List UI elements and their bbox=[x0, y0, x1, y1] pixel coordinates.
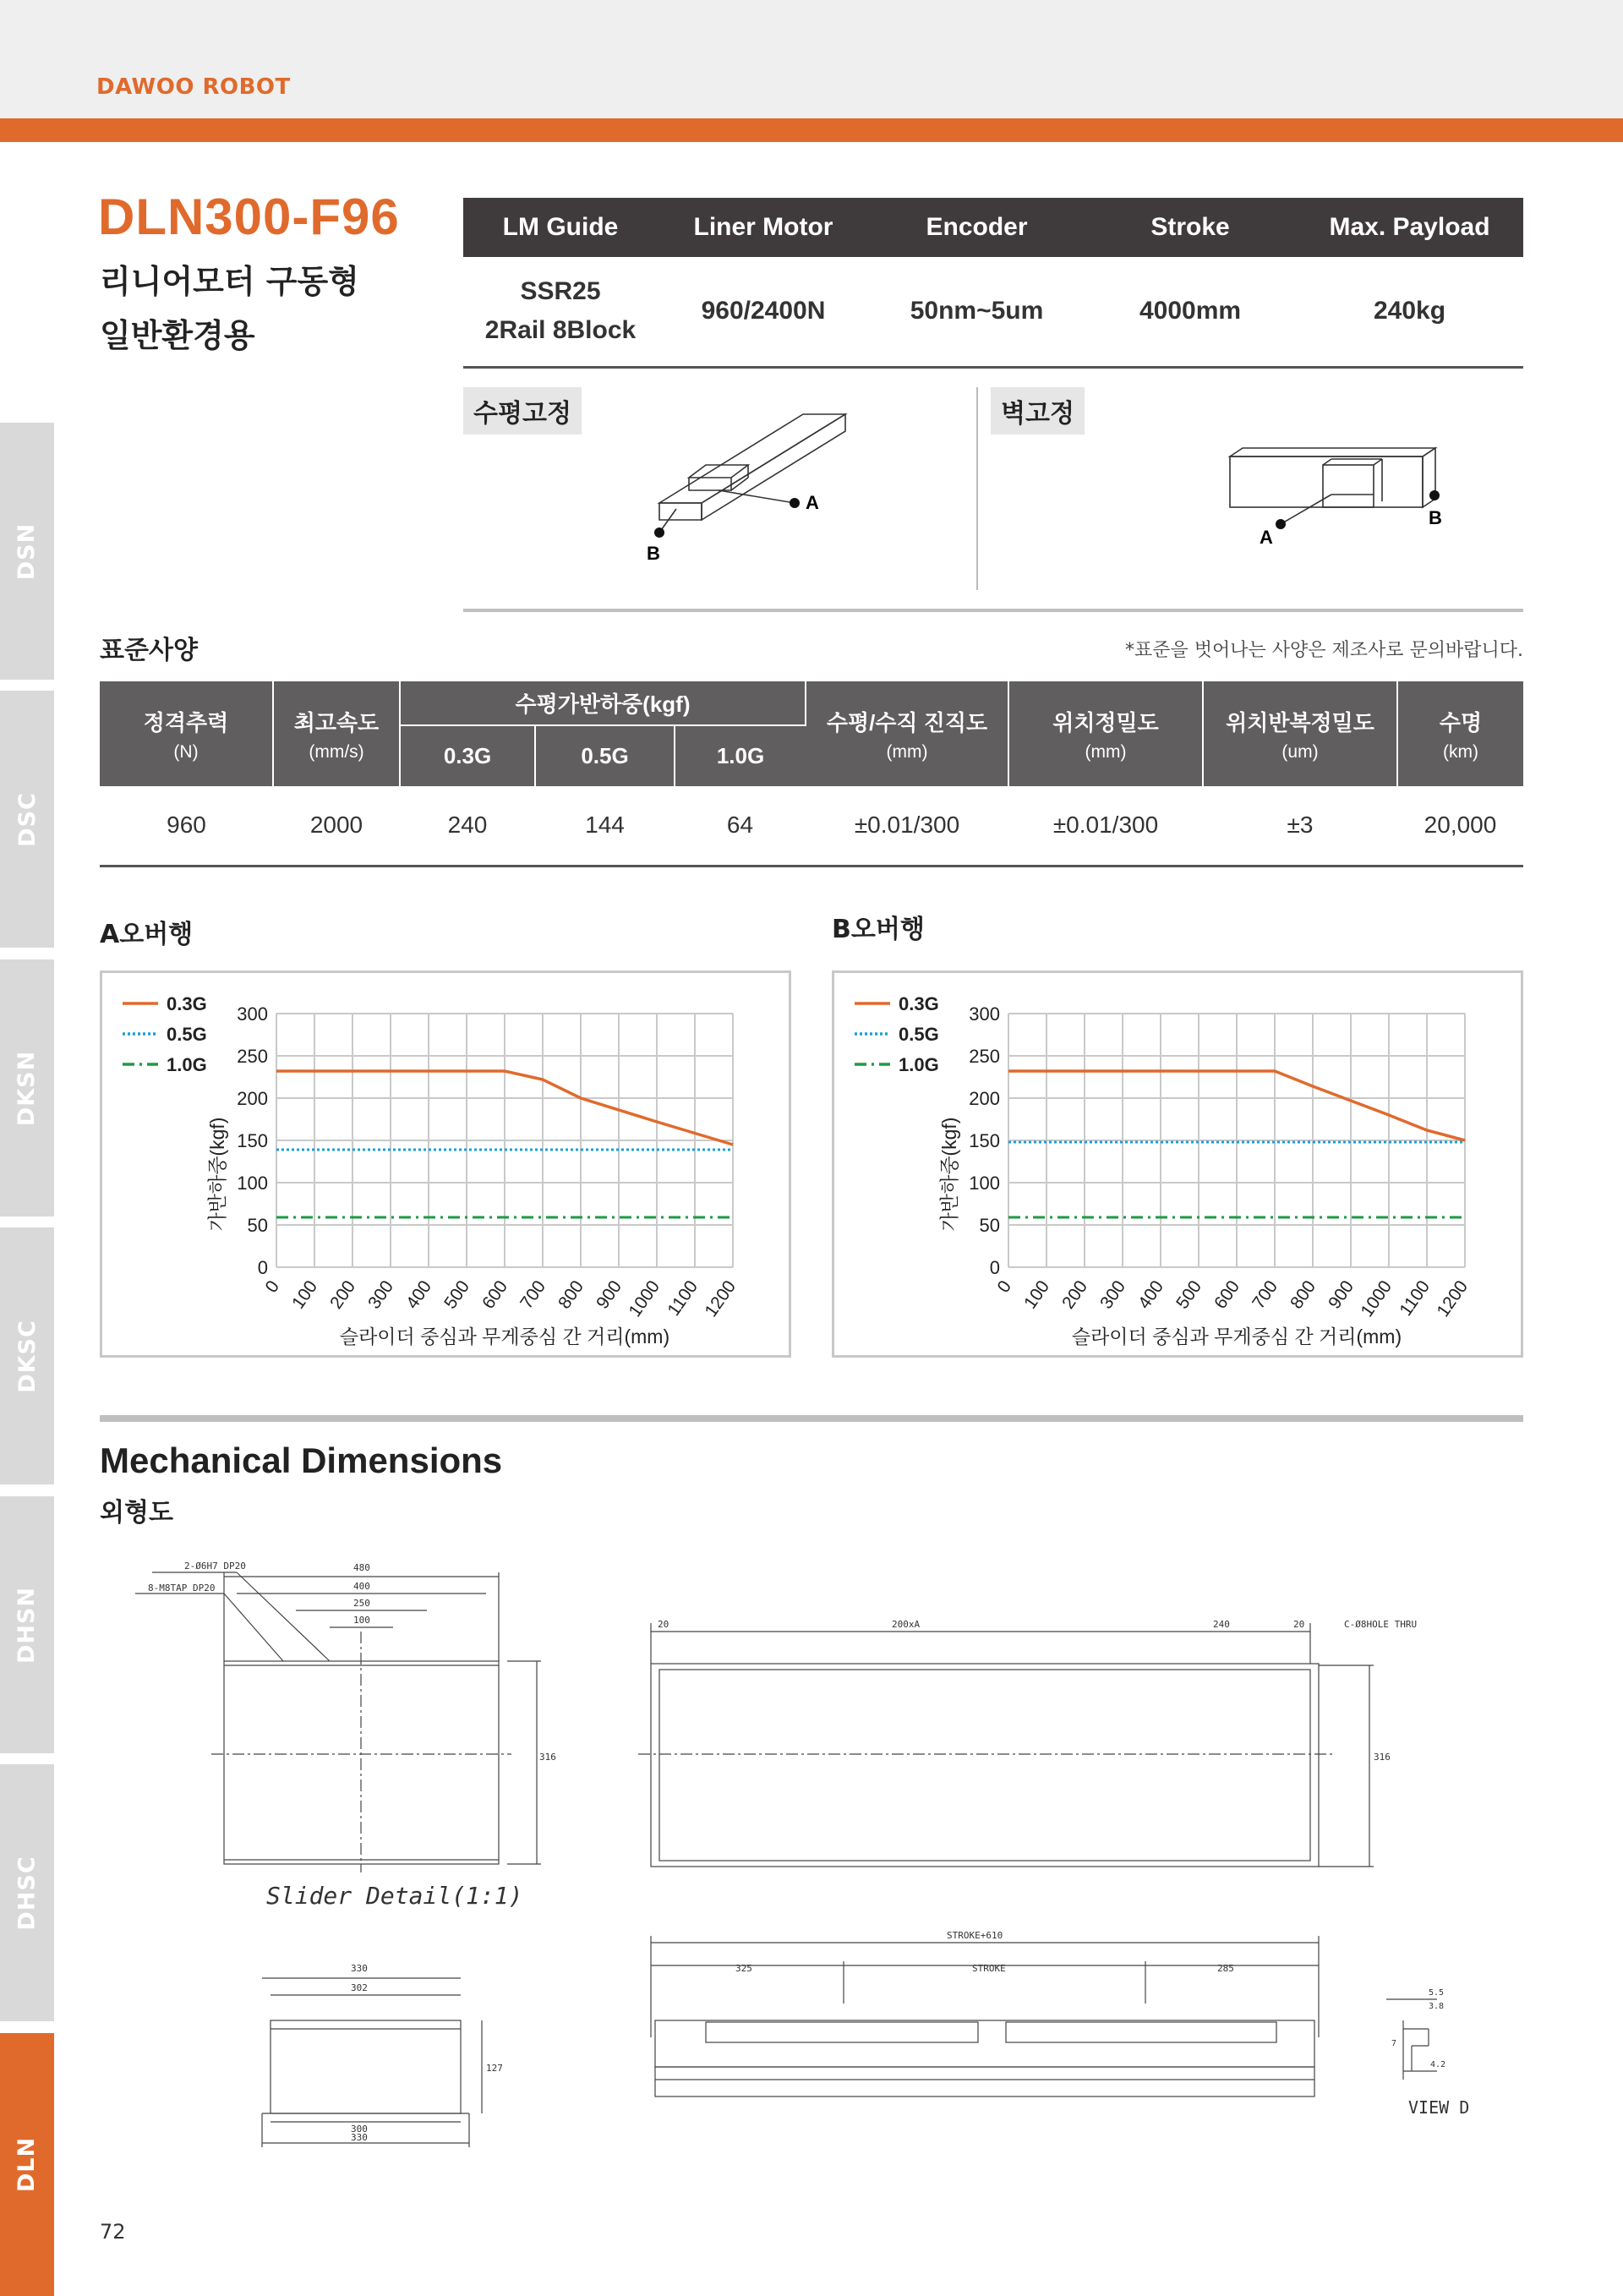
std-position-value: ±0.01/300 bbox=[1008, 786, 1203, 866]
y-tick-label: 100 bbox=[237, 1173, 268, 1194]
y-tick-label: 100 bbox=[969, 1173, 1000, 1194]
standard-title: 표준사양 bbox=[100, 636, 198, 665]
std-header-thrust bbox=[100, 681, 273, 786]
slider-detail-caption: Slider Detail(1:1) bbox=[266, 1882, 523, 1910]
side-tab-dsc[interactable] bbox=[0, 691, 54, 948]
spec-lm-guide-line2: 2Rail 8Block bbox=[484, 316, 637, 345]
side-tab-dsn[interactable] bbox=[0, 423, 54, 680]
x-tick-label: 600 bbox=[1210, 1276, 1244, 1313]
side-tab-dhsn[interactable] bbox=[0, 1496, 54, 1753]
point-a-label: A bbox=[1260, 527, 1273, 548]
mount-divider bbox=[976, 387, 978, 590]
std-header-repeatability bbox=[1203, 681, 1397, 786]
slider-label: 316 bbox=[539, 1752, 556, 1763]
spec-header-motor: Liner Motor bbox=[658, 198, 869, 257]
side-tab-label: DKSC bbox=[14, 1319, 41, 1393]
std-header-straightness-text: 수평/수직 진직도 bbox=[826, 709, 988, 735]
spec-encoder: 50nm~5um bbox=[869, 257, 1085, 367]
page-number: 72 bbox=[100, 2220, 126, 2244]
side-tab-label: DKSN bbox=[14, 1050, 41, 1126]
x-axis-label: 슬라이더 중심과 무게중심 간 거리(mm) bbox=[339, 1326, 670, 1348]
x-tick-label: 700 bbox=[1249, 1276, 1282, 1313]
side-label: 325 bbox=[735, 1963, 752, 1974]
view-d-label: 3.8 bbox=[1429, 2002, 1445, 2011]
y-tick-label: 300 bbox=[237, 1003, 268, 1025]
y-tick-label: 250 bbox=[969, 1046, 1000, 1067]
spec-stroke: 4000mm bbox=[1085, 257, 1296, 367]
std-speed-value: 2000 bbox=[273, 786, 400, 866]
y-tick-label: 0 bbox=[989, 1257, 1000, 1278]
std-header-thrust-text: 정격추력 bbox=[143, 709, 229, 735]
top-view-labels bbox=[658, 1619, 1417, 1763]
standard-table bbox=[100, 681, 1523, 867]
point-a-label: A bbox=[806, 492, 819, 513]
std-header-straightness-unit: (mm) bbox=[886, 741, 928, 762]
side-tab-label: DHSN bbox=[14, 1586, 41, 1664]
brand-name: DAWOO ROBOT bbox=[96, 74, 291, 100]
std-header-payload: 수평가반하중(kgf) bbox=[400, 681, 806, 725]
x-tick-label: 200 bbox=[1058, 1276, 1092, 1313]
spec-header-stroke: Stroke bbox=[1085, 198, 1296, 257]
horizontal-mount-diagram bbox=[642, 397, 896, 566]
x-tick-label: 1100 bbox=[1396, 1276, 1434, 1320]
x-tick-label: 900 bbox=[593, 1276, 626, 1313]
top-label: C-Ø8HOLE THRU bbox=[1344, 1619, 1418, 1630]
x-tick-label: 1200 bbox=[1433, 1276, 1473, 1321]
side-label: STROKE bbox=[972, 1963, 1006, 1974]
x-tick-label: 500 bbox=[1172, 1276, 1206, 1313]
side-tab-label: DSC bbox=[14, 791, 41, 847]
mechanical-subtitle: 외형도 bbox=[100, 1498, 173, 1528]
side-label: 285 bbox=[1217, 1963, 1234, 1974]
x-tick-label: 600 bbox=[478, 1276, 512, 1313]
std-g05-value: 144 bbox=[535, 786, 675, 866]
view-d-caption: VIEW D bbox=[1408, 2097, 1470, 2118]
side-tab-dhsc[interactable] bbox=[0, 1764, 54, 2021]
std-header-speed-text: 최고속도 bbox=[293, 709, 380, 735]
spec-lm-guide bbox=[463, 257, 658, 367]
chart-a-svg bbox=[102, 973, 789, 1355]
spec-header-encoder: Encoder bbox=[869, 198, 1085, 257]
x-tick-label: 500 bbox=[440, 1276, 474, 1313]
std-header-position-unit: (mm) bbox=[1085, 741, 1127, 762]
x-tick-label: 900 bbox=[1325, 1276, 1358, 1313]
end-view bbox=[262, 1978, 482, 2147]
section-divider bbox=[100, 1415, 1523, 1422]
std-repeatability-value: ±3 bbox=[1203, 786, 1397, 866]
x-tick-label: 100 bbox=[1020, 1276, 1054, 1313]
y-tick-label: 50 bbox=[247, 1215, 268, 1236]
view-d-label: 4.2 bbox=[1430, 2060, 1446, 2069]
legend-label: 1.0G bbox=[899, 1054, 939, 1075]
x-tick-label: 1100 bbox=[664, 1276, 702, 1320]
slider-label: 250 bbox=[353, 1598, 370, 1609]
legend-label: 0.5G bbox=[167, 1024, 207, 1045]
side-label: STROKE+610 bbox=[947, 1930, 1003, 1941]
slider-label: 480 bbox=[353, 1562, 370, 1573]
model-title: DLN300-F96 bbox=[98, 189, 400, 245]
y-tick-label: 50 bbox=[979, 1215, 1000, 1236]
x-axis-label: 슬라이더 중심과 무게중심 간 거리(mm) bbox=[1071, 1326, 1402, 1348]
view-d-label: 5.5 bbox=[1429, 1988, 1445, 1998]
x-tick-label: 800 bbox=[555, 1276, 588, 1313]
std-header-position bbox=[1008, 681, 1203, 786]
std-header-g05: 0.5G bbox=[535, 725, 675, 786]
spec-table bbox=[463, 198, 1523, 369]
std-header-life-text: 수명 bbox=[1439, 709, 1483, 735]
x-tick-label: 800 bbox=[1287, 1276, 1320, 1313]
header-band bbox=[0, 0, 1623, 118]
side-view-labels bbox=[735, 1930, 1234, 1974]
slider-label: 400 bbox=[353, 1581, 370, 1592]
view-d-label: 7 bbox=[1391, 2039, 1397, 2048]
header-accent-bar bbox=[0, 118, 1623, 142]
y-tick-label: 0 bbox=[257, 1257, 268, 1278]
y-tick-label: 300 bbox=[969, 1003, 1000, 1025]
std-straightness-value: ±0.01/300 bbox=[806, 786, 1008, 866]
legend-label: 1.0G bbox=[167, 1054, 207, 1075]
spec-header-lm-guide: LM Guide bbox=[463, 198, 658, 257]
spec-payload: 240kg bbox=[1296, 257, 1523, 367]
y-tick-label: 250 bbox=[237, 1046, 268, 1067]
point-b-label: B bbox=[1429, 507, 1442, 528]
std-header-life bbox=[1397, 681, 1523, 786]
slider-label: 8-M8TAP DP20 bbox=[148, 1583, 216, 1594]
end-label: 330 bbox=[351, 2132, 368, 2143]
x-tick-label: 1000 bbox=[625, 1276, 664, 1321]
std-header-repeatability-text: 위치반복정밀도 bbox=[1226, 709, 1374, 735]
chart-a-title: A오버행 bbox=[100, 920, 194, 949]
model-subtitle-1: 리니어모터 구동형 bbox=[100, 263, 359, 300]
legend-label: 0.3G bbox=[167, 993, 207, 1014]
end-label: 127 bbox=[486, 2063, 503, 2074]
slider-label: 100 bbox=[353, 1615, 370, 1626]
top-label: 316 bbox=[1374, 1752, 1391, 1763]
side-tab-dksn[interactable] bbox=[0, 959, 54, 1216]
top-view bbox=[638, 1623, 1374, 1867]
chart-b-box bbox=[832, 970, 1523, 1358]
spec-lm-guide-line1: SSR25 bbox=[520, 277, 601, 306]
std-header-speed-unit: (mm/s) bbox=[309, 741, 364, 762]
std-header-speed bbox=[273, 681, 400, 786]
mount-bottom-rule bbox=[463, 609, 1523, 612]
x-tick-label: 700 bbox=[516, 1276, 550, 1313]
std-header-repeatability-unit: (um) bbox=[1281, 741, 1319, 762]
end-label: 330 bbox=[351, 1963, 368, 1974]
side-tab-dksc[interactable] bbox=[0, 1227, 54, 1484]
std-header-straightness bbox=[806, 681, 1008, 786]
legend-label: 0.5G bbox=[899, 1024, 939, 1045]
x-tick-label: 200 bbox=[326, 1276, 360, 1313]
std-header-g10: 1.0G bbox=[675, 725, 806, 786]
y-tick-label: 150 bbox=[969, 1130, 1000, 1151]
top-label: 240 bbox=[1213, 1619, 1230, 1630]
x-tick-label: 0 bbox=[261, 1276, 284, 1297]
std-g03-value: 240 bbox=[400, 786, 535, 866]
wall-mount-diagram bbox=[1217, 431, 1471, 558]
point-b-label: B bbox=[647, 543, 660, 564]
standard-note: *표준을 벗어나는 사양은 제조사로 문의바랍니다. bbox=[1124, 640, 1523, 661]
end-view-labels bbox=[351, 1963, 503, 2143]
std-header-thrust-unit: (N) bbox=[173, 741, 199, 762]
std-header-life-unit: (km) bbox=[1443, 741, 1478, 762]
top-label: 20 bbox=[1293, 1619, 1305, 1630]
side-tab-label: DLN bbox=[14, 2136, 41, 2193]
side-tab-dln[interactable] bbox=[0, 2033, 54, 2296]
y-tick-label: 150 bbox=[237, 1130, 268, 1151]
end-label: 300 bbox=[351, 2124, 368, 2135]
chart-b-svg bbox=[834, 973, 1521, 1355]
spec-header-payload: Max. Payload bbox=[1296, 198, 1523, 257]
y-axis-label: 가반하중(kgf) bbox=[206, 1117, 228, 1232]
std-g10-value: 64 bbox=[675, 786, 806, 866]
slider-label: 2-Ø6H7 DP20 bbox=[184, 1561, 246, 1572]
end-label: 302 bbox=[351, 1982, 368, 1993]
std-life-value: 20,000 bbox=[1397, 786, 1523, 866]
x-tick-label: 0 bbox=[993, 1276, 1016, 1297]
side-tab-label: DHSC bbox=[14, 1855, 41, 1931]
x-tick-label: 1200 bbox=[701, 1276, 740, 1321]
legend-label: 0.3G bbox=[899, 993, 939, 1014]
y-axis-label: 가반하중(kgf) bbox=[938, 1117, 960, 1232]
y-tick-label: 200 bbox=[969, 1088, 1000, 1109]
chart-b-title: B오버행 bbox=[832, 915, 925, 944]
side-tab-label: DSN bbox=[14, 522, 41, 580]
side-view bbox=[651, 1936, 1319, 2096]
x-tick-label: 1000 bbox=[1357, 1276, 1396, 1321]
x-tick-label: 400 bbox=[1134, 1276, 1168, 1313]
std-thrust-value: 960 bbox=[100, 786, 273, 866]
top-label: 200xA bbox=[892, 1619, 921, 1630]
std-header-g03: 0.3G bbox=[400, 725, 535, 786]
model-subtitle-2: 일반환경용 bbox=[100, 317, 255, 354]
slider-detail bbox=[135, 1572, 541, 1872]
std-header-position-text: 위치정밀도 bbox=[1052, 709, 1159, 735]
chart-a-box bbox=[100, 970, 791, 1358]
top-label: 20 bbox=[658, 1619, 669, 1630]
mechanical-title: Mechanical Dimensions bbox=[100, 1440, 503, 1480]
x-tick-label: 100 bbox=[288, 1276, 322, 1313]
mechanical-drawing bbox=[135, 1539, 1572, 2147]
x-tick-label: 300 bbox=[1096, 1276, 1130, 1313]
spec-motor: 960/2400N bbox=[658, 257, 869, 367]
y-tick-label: 200 bbox=[237, 1088, 268, 1109]
mount-horizontal-label: 수평고정 bbox=[463, 387, 582, 435]
mount-wall-label: 벽고정 bbox=[991, 387, 1085, 435]
x-tick-label: 400 bbox=[402, 1276, 436, 1313]
x-tick-label: 300 bbox=[364, 1276, 398, 1313]
